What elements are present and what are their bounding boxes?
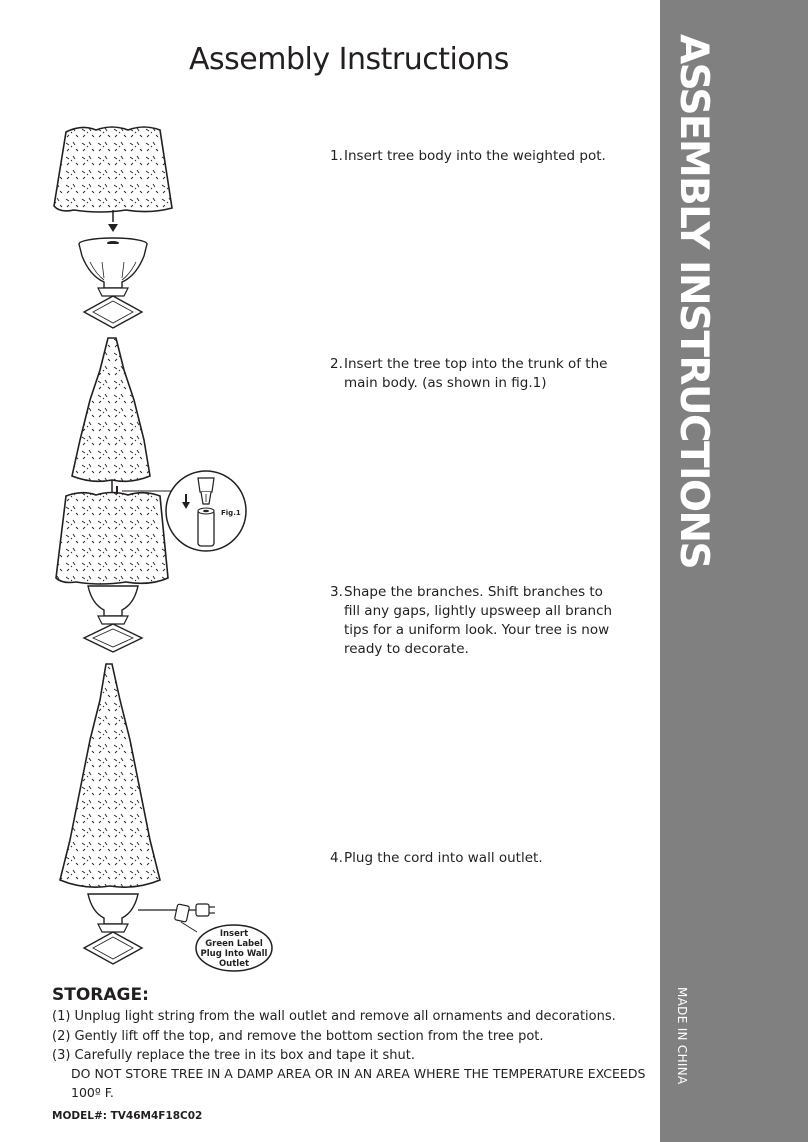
plug-callout-line: Green Label: [205, 939, 263, 949]
made-in-label: MADE IN CHINA: [675, 987, 689, 1085]
storage-heading: STORAGE:: [52, 985, 149, 1005]
fig-step1-pot: [79, 238, 147, 328]
plug-callout-line: Outlet: [218, 959, 250, 969]
fig-step2-pot: [84, 586, 142, 652]
storage-list: [52, 1007, 652, 1066]
plug-callout-line: Insert: [219, 929, 249, 939]
side-title: ASSEMBLY INSTRUCTIONS: [671, 34, 716, 568]
storage-warning: DO NOT STORE TREE IN A DAMP AREA OR IN AN AREA WHERE THE TEMPERATURE EXCEEDS 100º F.: [71, 1066, 646, 1100]
fig-step2-tree-body: [56, 486, 168, 584]
storage-item: (2) Gently lift off the top, and remove the bottom section from the tree pot.: [52, 1028, 544, 1044]
arrow-down-icon: [108, 224, 118, 232]
step-text: Insert tree body into the weighted pot.: [344, 148, 606, 164]
power-cord: [138, 904, 215, 932]
page-title: Assembly Instructions: [189, 42, 509, 77]
fig-step1-tree-section: [54, 127, 172, 222]
step-number: 2.: [330, 356, 343, 372]
model-number: MODEL#: TV46M4F18C02: [52, 1110, 203, 1122]
fig1-label: Fig.1: [221, 509, 241, 517]
storage-item: (3) Carefully replace the tree in its box and tape it shut.: [52, 1048, 416, 1063]
fig-step4-tree: [60, 664, 160, 887]
step-text: Insert the tree top into the trunk of the main body. (as shown in fig.1): [344, 356, 608, 391]
step-number: 4.: [330, 850, 343, 866]
fig-step4-pot: [84, 894, 142, 964]
step-number: 1.: [330, 148, 343, 164]
step-text: Plug the cord into wall outlet.: [344, 850, 543, 866]
storage-item: (1) Unplug light string from the wall outlet and remove all ornaments and decorations.: [52, 1009, 616, 1024]
plug-callout-line: Plug Into Wall: [200, 949, 268, 959]
step-number: 3.: [330, 584, 343, 600]
step-text: Shape the branches. Shift branches to fill any gaps, lightly upsweep all branch tips for a uniform look. Your tree is now ready to decorate.: [344, 584, 613, 657]
fig-step2-tree-top: [72, 338, 150, 496]
